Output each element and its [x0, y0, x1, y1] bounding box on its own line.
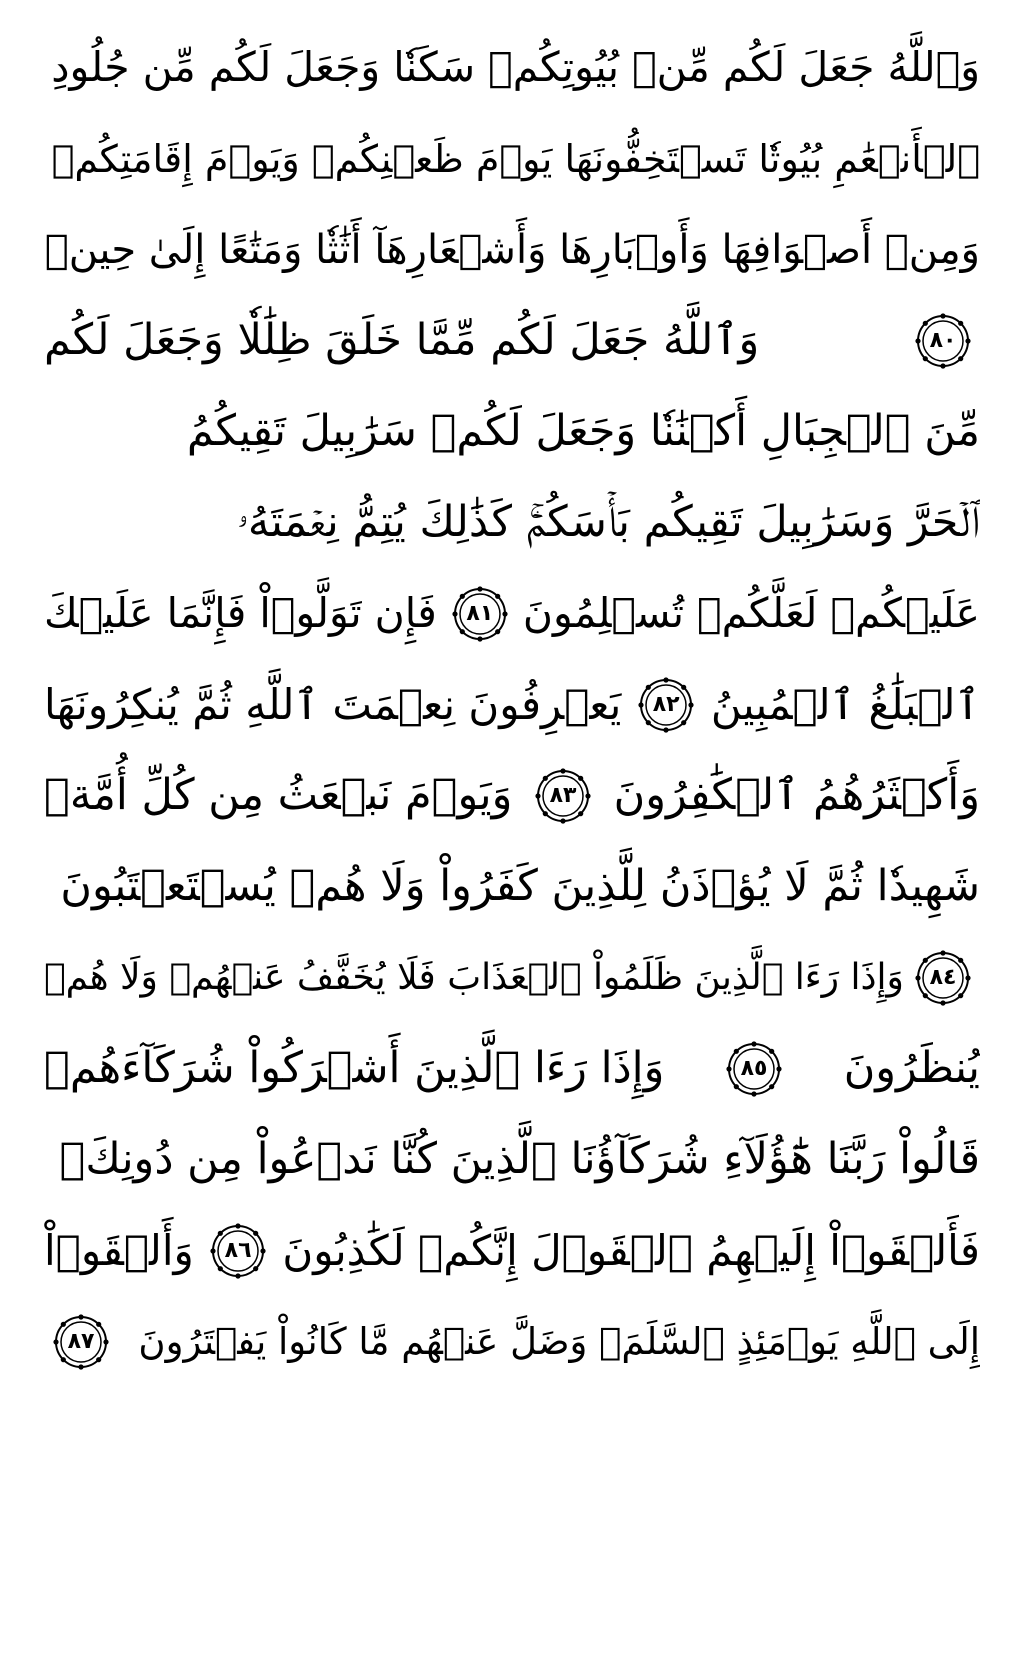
verse-text: فَإِن تَوَلَّوۡاْ فَإِنَّمَا عَلَيۡكَ	[44, 589, 437, 637]
verse-text: وَإِذَا رَءَا ٱلَّذِينَ أَشۡرَكُواْ شُرَكَآءَهُمۡ	[44, 1043, 665, 1093]
verse-text: وَٱللَّهُ جَعَلَ لَكُم مِّنۢ بُيُوتِكُمۡ سَكَنٗا وَجَعَلَ لَكُم مِّن جُلُودِ	[51, 43, 980, 91]
verse-line	[44, 932, 980, 1023]
verse-line	[44, 477, 980, 568]
ayah-number: ٨٦	[224, 1237, 252, 1263]
verse-line	[44, 204, 980, 295]
ayah-number-marker	[914, 949, 972, 1007]
verse-text: وَأَلۡقَوۡاْ	[44, 1225, 194, 1275]
ayah-number-marker	[914, 312, 972, 370]
verse-text: مِّنَ ٱلۡجِبَالِ أَكۡنَٰنٗا وَجَعَلَ لَكُمۡ سَرَٰبِيلَ تَقِيكُمُ	[186, 406, 980, 456]
verse-text: وَمِنۡ أَصۡوَافِهَا وَأَوۡبَارِهَا وَأَشۡعَارِهَآ أَثَٰثٗا وَمَتَٰعًا إِلَىٰ حِينٖ	[44, 226, 980, 273]
ayah-number: ٨٢	[652, 691, 680, 717]
verse-text: ٱلۡأَنۡعَٰمِ بُيُوتٗا تَسۡتَخِفُّونَهَا يَوۡمَ ظَعۡنِكُمۡ وَيَوۡمَ إِقَامَتِكُمۡ	[51, 136, 980, 181]
verse-line	[44, 22, 980, 113]
ayah-number-marker	[637, 676, 695, 734]
verse-line	[44, 568, 980, 659]
ayah-number-marker	[209, 1222, 267, 1280]
verse-line	[44, 295, 980, 386]
verse-text: وَإِذَا رَءَا ٱلَّذِينَ ظَلَمُواْ ٱلۡعَذَابَ فَلَا يُخَفَّفُ عَنۡهُمۡ وَلَا هُمۡ	[44, 956, 904, 998]
verse-line	[44, 1205, 980, 1296]
verse-line	[44, 1296, 980, 1387]
verse-line	[44, 1023, 980, 1114]
verse-text: ٱلۡحَرَّ وَسَرَٰبِيلَ تَقِيكُم بَأۡسَكُمۡۚ كَذَٰلِكَ يُتِمُّ نِعۡمَتَهُۥ	[237, 497, 980, 547]
verse-line	[44, 1114, 980, 1205]
verse-text: إِلَى ٱللَّهِ يَوۡمَئِذٍ ٱلسَّلَمَۖ وَضَلَّ عَنۡهُم مَّا كَانُواْ يَفۡتَرُونَ	[138, 1320, 980, 1363]
ayah-number: ٨٥	[740, 1055, 768, 1081]
verse-text: ٱلۡبَلَٰغُ ٱلۡمُبِينُ	[710, 679, 980, 729]
ayah-number-marker	[534, 767, 592, 825]
ayah-number-marker	[52, 1313, 110, 1371]
ayah-number: ٨١	[466, 600, 494, 626]
verse-text: وَيَوۡمَ نَبۡعَثُ مِن كُلِّ أُمَّةٖ	[44, 770, 513, 820]
ayah-number: ٨٤	[929, 964, 957, 990]
ayah-number-marker	[451, 585, 509, 643]
verse-line	[44, 750, 980, 841]
ayah-number: ٨٠	[929, 327, 957, 353]
verse-line	[44, 113, 980, 204]
ayah-number-marker	[725, 1040, 783, 1098]
ayah-number: ٨٧	[67, 1328, 95, 1354]
verse-line	[44, 659, 980, 750]
verse-line	[44, 386, 980, 477]
verse-text: شَهِيدٗا ثُمَّ لَا يُؤۡذَنُ لِلَّذِينَ كَفَرُواْ وَلَا هُمۡ يُسۡتَعۡتَبُونَ	[60, 861, 980, 911]
verse-text: يَعۡرِفُونَ نِعۡمَتَ ٱللَّهِ ثُمَّ يُنكِرُونَهَا	[44, 679, 622, 729]
verse-text: فَأَلۡقَوۡاْ إِلَيۡهِمُ ٱلۡقَوۡلَ إِنَّكُمۡ لَكَٰذِبُونَ	[282, 1225, 980, 1275]
verse-text: قَالُواْ رَبَّنَا هَٰٓؤُلَآءِ شُرَكَآؤُنَا ٱلَّذِينَ كُنَّا نَدۡعُواْ مِن دُونِكَۖ	[59, 1134, 980, 1184]
ayah-number: ٨٣	[549, 782, 577, 808]
verse-text: يُنظَرُونَ	[843, 1043, 980, 1093]
verse-text: عَلَيۡكُمۡ لَعَلَّكُمۡ تُسۡلِمُونَ	[522, 589, 980, 637]
verse-line	[44, 841, 980, 932]
verse-text: وَأَكۡثَرُهُمُ ٱلۡكَٰفِرُونَ	[613, 770, 980, 820]
quran-text-block	[44, 22, 980, 1387]
verse-text: وَٱللَّهُ جَعَلَ لَكُم مِّمَّا خَلَقَ ظِلَٰلٗا وَجَعَلَ لَكُم	[44, 315, 760, 365]
